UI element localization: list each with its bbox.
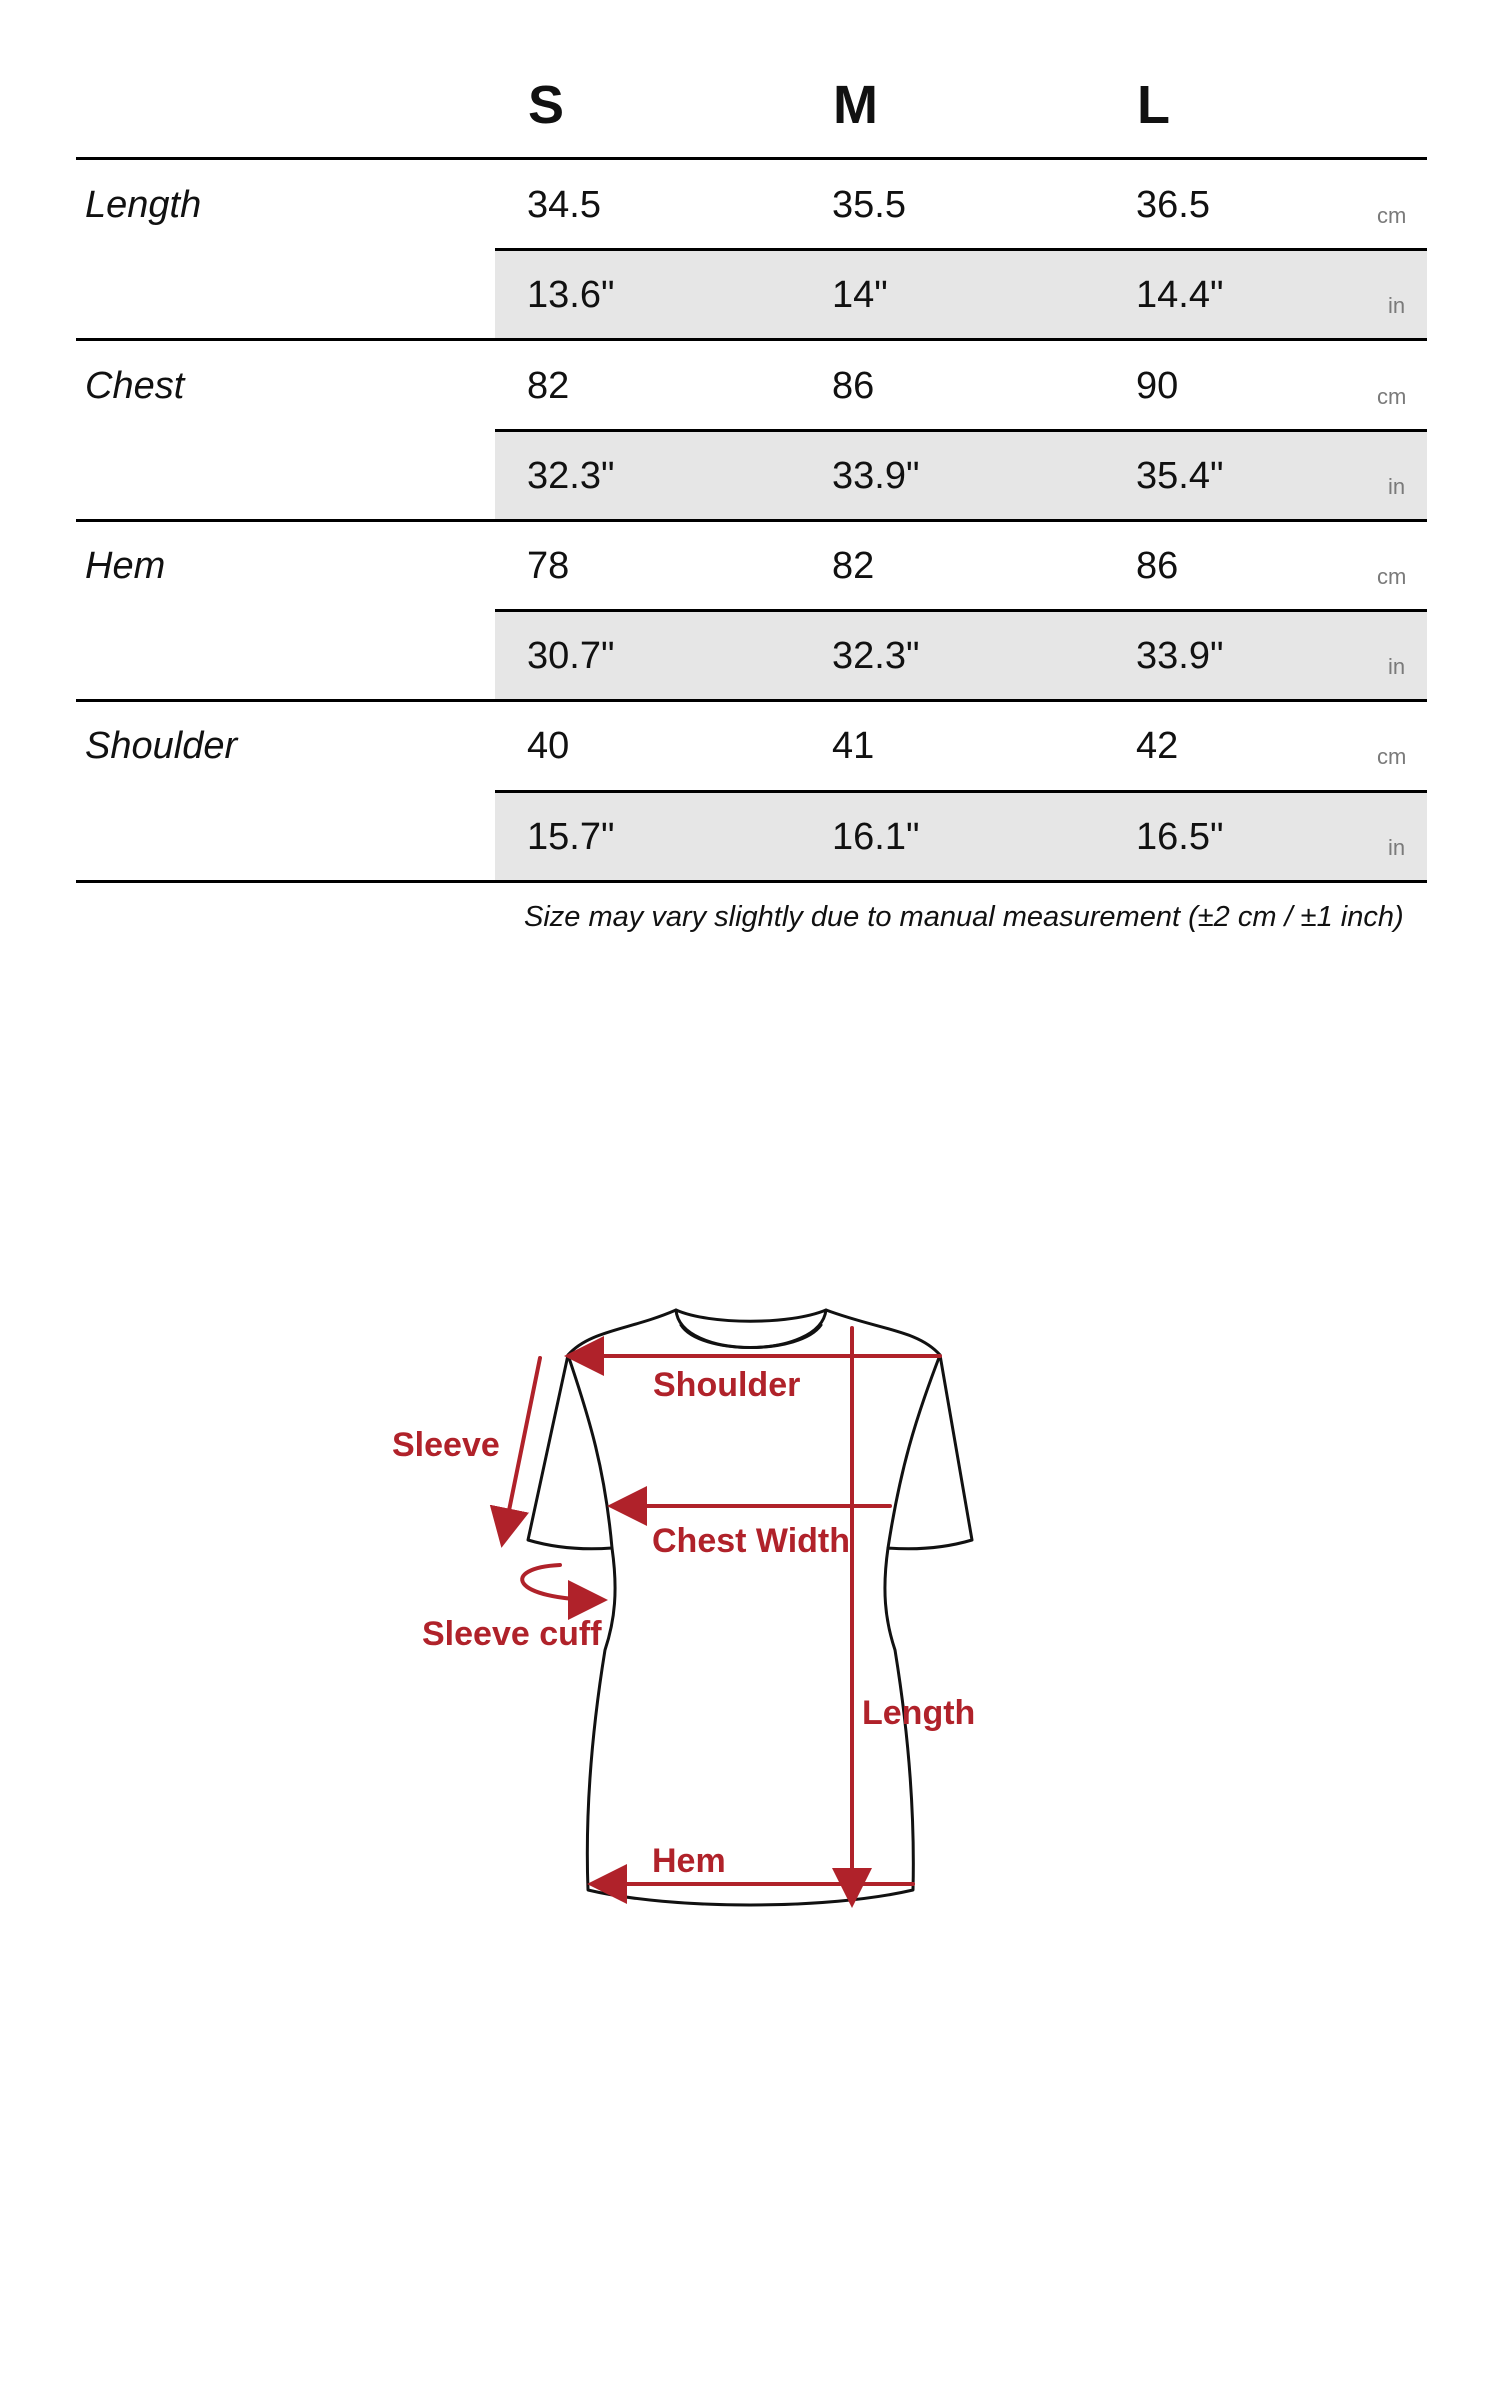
shoulder-s-in: 15.7" <box>527 816 615 858</box>
group-divider <box>76 699 1427 702</box>
row-label-shoulder: Shoulder <box>85 725 238 767</box>
unit-cm: cm <box>1377 203 1407 228</box>
size-chart-table <box>0 0 1500 960</box>
shoulder-s-cm: 40 <box>527 725 570 767</box>
hem-s-cm: 78 <box>527 545 570 587</box>
size-header-m: M <box>833 75 878 135</box>
measurement-arrows <box>503 1328 940 1900</box>
length-s-cm: 34.5 <box>527 184 601 226</box>
unit-cm: cm <box>1377 564 1407 589</box>
row-label-length: Length <box>85 184 202 226</box>
sleeve-cuff-callout: Sleeve cuff <box>422 1615 602 1653</box>
shoulder-l-cm: 42 <box>1136 725 1179 767</box>
length-m-cm: 35.5 <box>832 184 906 226</box>
hem-s-in: 30.7" <box>527 635 615 677</box>
shoulder-l-in: 16.5" <box>1136 816 1224 858</box>
hem-m-cm: 82 <box>832 545 875 587</box>
chest-s-in: 32.3" <box>527 455 615 497</box>
chest-width-callout: Chest Width <box>652 1522 851 1560</box>
hem-l-cm: 86 <box>1136 545 1179 587</box>
row-divider <box>495 609 1427 612</box>
unit-cm: cm <box>1377 744 1407 769</box>
chest-l-in: 35.4" <box>1136 455 1224 497</box>
tshirt-measurement-diagram <box>0 1250 1500 1950</box>
inch-row-band <box>495 251 1427 339</box>
hem-callout: Hem <box>652 1842 726 1880</box>
length-l-cm: 36.5 <box>1136 184 1210 226</box>
length-s-in: 13.6" <box>527 274 615 316</box>
sleeve-cuff-arrow <box>522 1565 600 1600</box>
unit-in: in <box>1388 293 1406 318</box>
shoulder-callout: Shoulder <box>653 1366 801 1404</box>
length-callout: Length <box>862 1694 976 1732</box>
length-l-in: 14.4" <box>1136 274 1224 316</box>
shoulder-m-cm: 41 <box>832 725 875 767</box>
length-m-in: 14" <box>832 274 888 316</box>
inch-row-band <box>495 612 1427 700</box>
table-top-rule <box>76 157 1427 160</box>
unit-cm: cm <box>1377 384 1407 409</box>
row-label-hem: Hem <box>85 545 166 587</box>
tshirt-left-armhole <box>568 1355 612 1548</box>
chest-l-cm: 90 <box>1136 365 1179 407</box>
row-divider <box>495 790 1427 793</box>
tshirt-neckline-inner <box>681 1325 821 1348</box>
tshirt-right-armhole <box>888 1355 940 1548</box>
hem-l-in: 33.9" <box>1136 635 1224 677</box>
chest-m-cm: 86 <box>832 365 875 407</box>
sleeve-callout: Sleeve <box>392 1426 500 1464</box>
group-divider <box>76 519 1427 522</box>
measurement-note: Size may vary slightly due to manual measurement (±2 cm / ±1 inch) <box>524 901 1404 933</box>
size-header-l: L <box>1137 75 1170 135</box>
inch-row-band <box>495 793 1427 881</box>
table-bottom-rule <box>76 880 1427 883</box>
row-divider <box>495 429 1427 432</box>
inch-row-band <box>495 432 1427 520</box>
group-divider <box>76 338 1427 341</box>
row-label-chest: Chest <box>85 365 185 407</box>
unit-in: in <box>1388 654 1406 679</box>
chest-m-in: 33.9" <box>832 455 920 497</box>
unit-in: in <box>1388 835 1406 860</box>
unit-in: in <box>1388 474 1406 499</box>
chest-s-cm: 82 <box>527 365 570 407</box>
shoulder-m-in: 16.1" <box>832 816 920 858</box>
tshirt-illustration <box>0 1250 1500 1950</box>
size-header-s: S <box>528 75 565 135</box>
hem-m-in: 32.3" <box>832 635 920 677</box>
row-divider <box>495 248 1427 251</box>
